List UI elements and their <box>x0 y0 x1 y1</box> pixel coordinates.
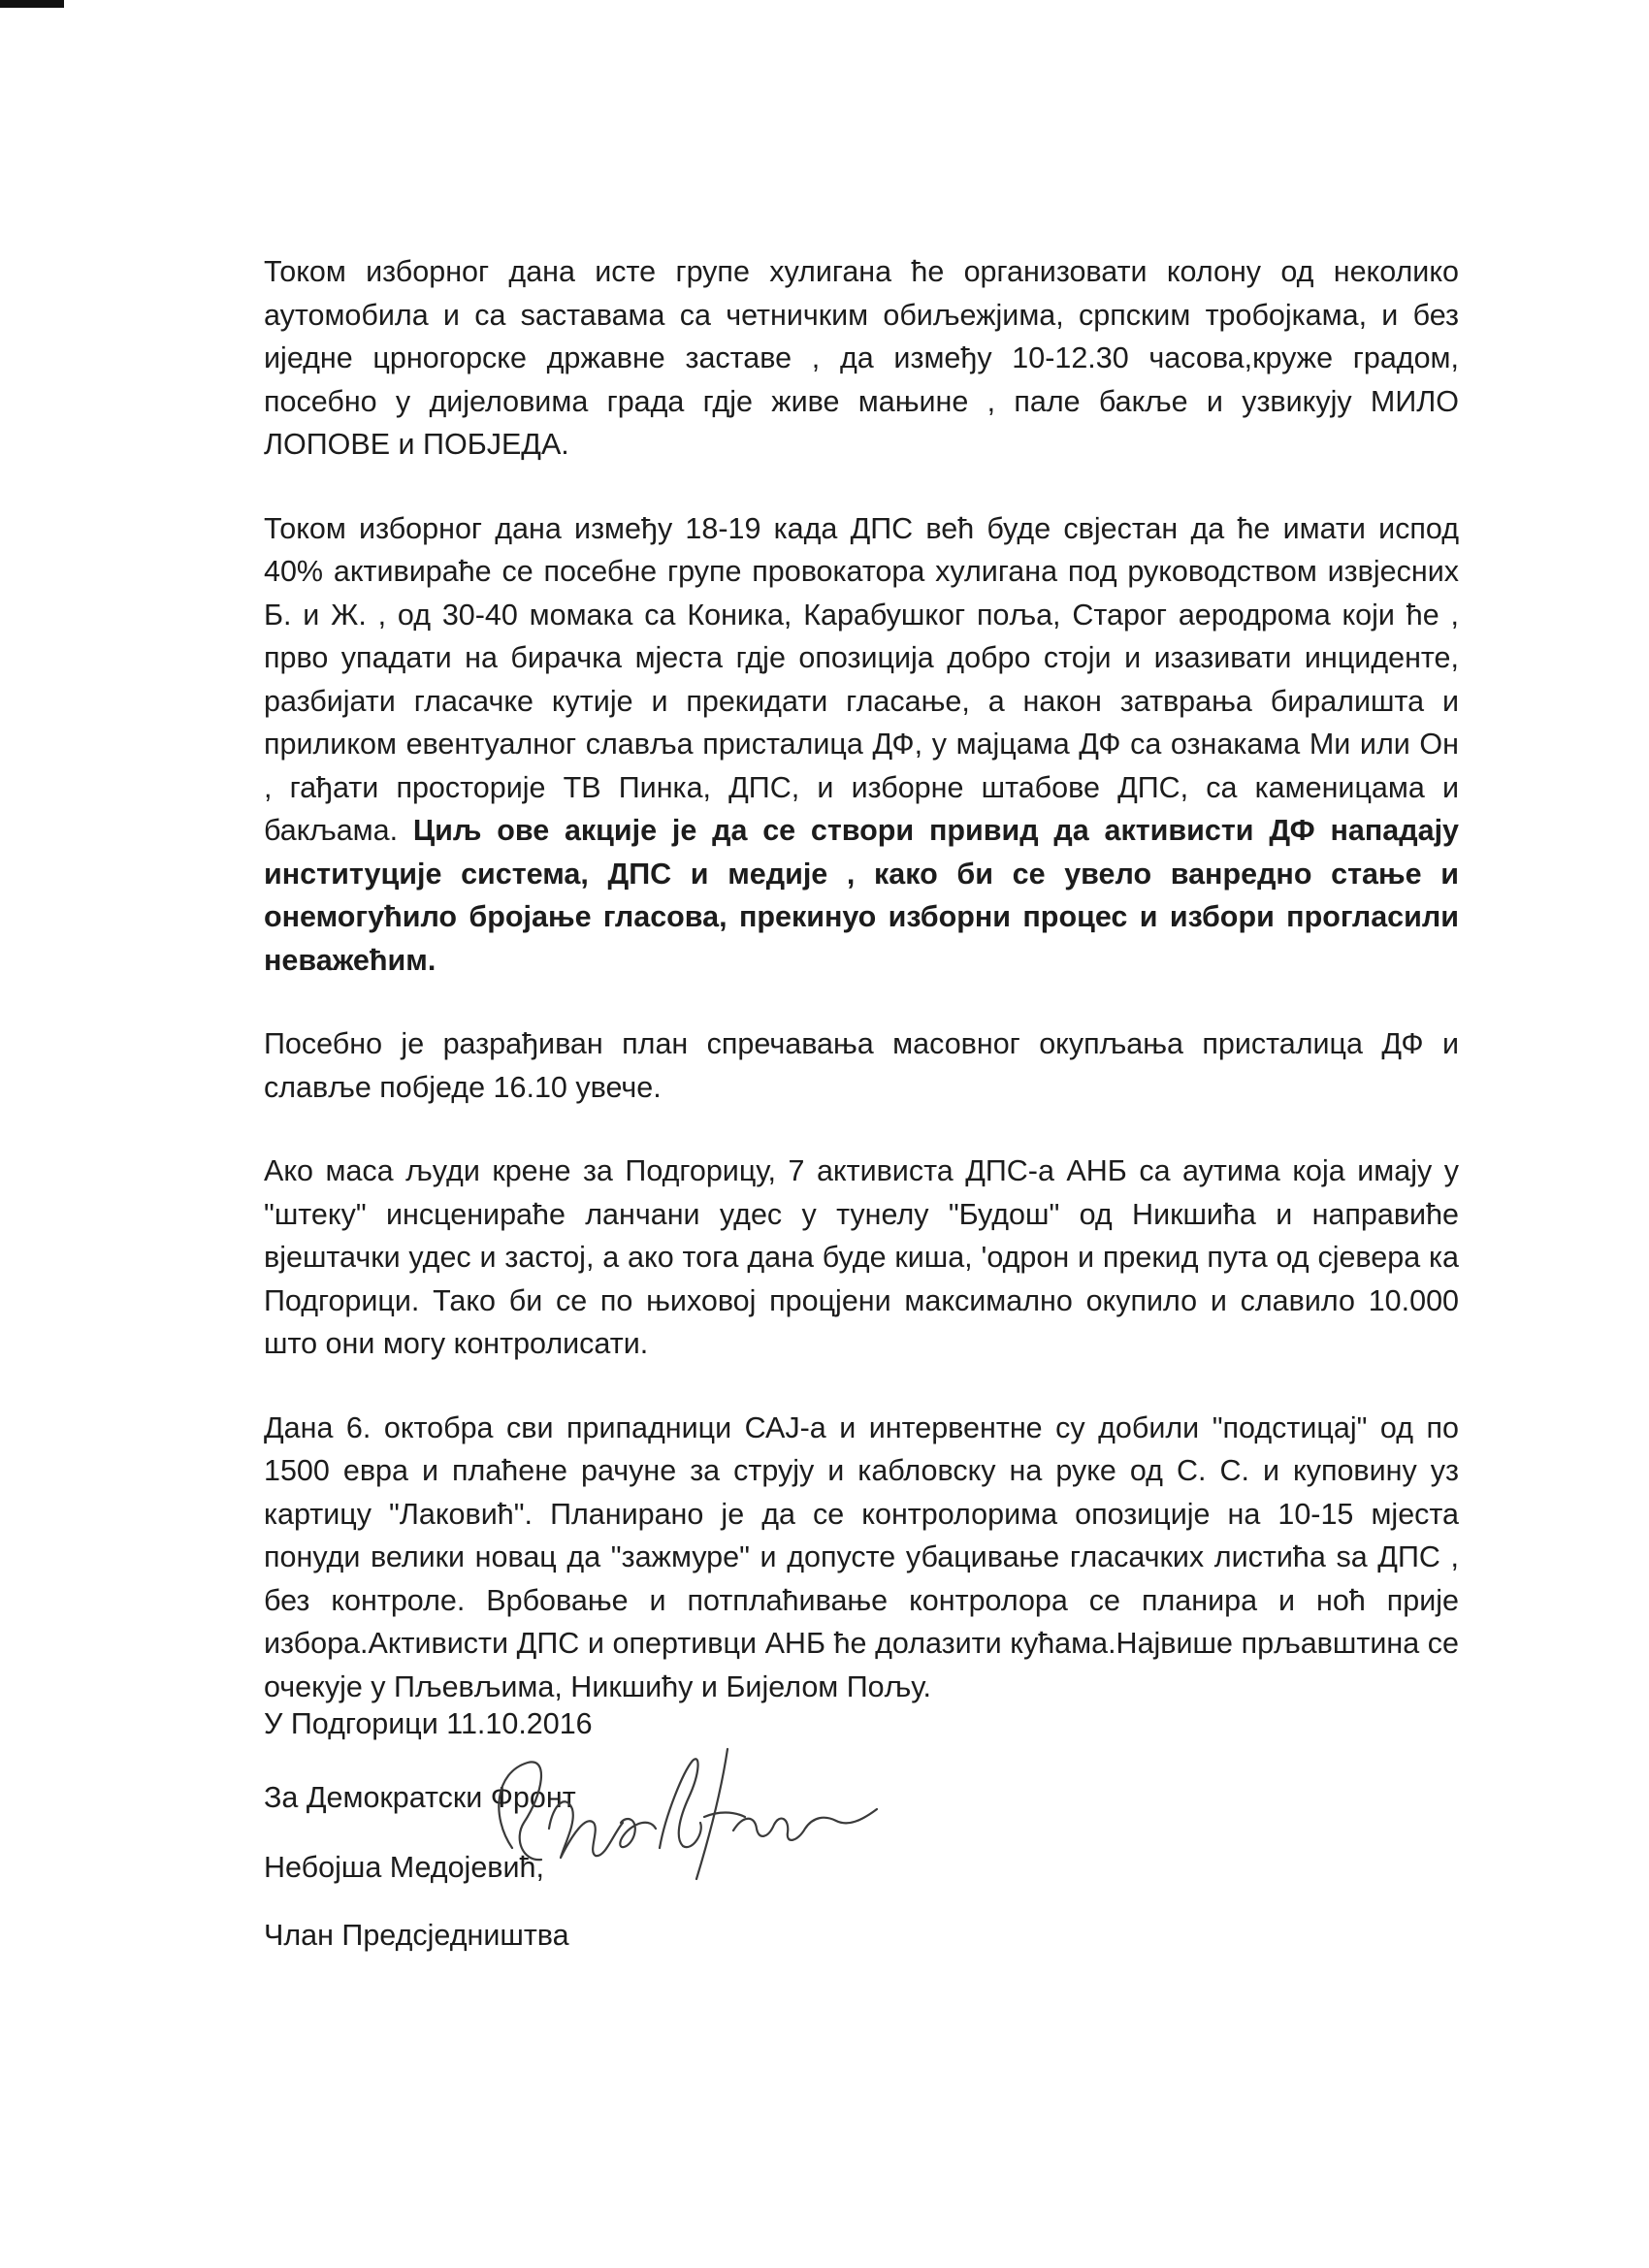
paragraph-election-day-convoy <box>264 250 1459 467</box>
paragraph-bribes-and-controllers <box>264 1407 1459 1709</box>
scan-edge-mark <box>0 0 64 8</box>
signatory-role: Члан Предсједништва <box>264 1919 569 1952</box>
letter-body <box>264 250 1459 1749</box>
paragraph-provocateur-groups <box>264 507 1459 983</box>
place-and-date: У Подгорици 11.10.2016 <box>264 1707 593 1740</box>
paragraph-2-bold-text: Циљ ове акције је да се створи привид да активисти ДФ нападају институције система, ДПС и медије , како би се увело ванредно стање и онемогућило бројање гласова, прекинуо изборни процес и избори прогласили неважећим. <box>264 814 1459 977</box>
paragraph-4-text: Ако маса људи крене за Подгорицу, 7 активиста ДПС-а АНБ са аутима која имају у "штеку" инсценираће ланчани удес у тунелу "Будош" од Никшића и направиће вјештачки удес и застој, а ако тога дана буде киша, 'одрон и прекид пута од сјевера ка Подгорици. Тако би се по њиховој процјени максимално окупило и славило 10.000 што они могу контролисати. <box>264 1154 1459 1360</box>
paragraph-5-text: Дана 6. октобра сви припадници САЈ-а и интервентне су добили "подстицај" од по 1500 евра и плаћене рачуне за струју и кабловску на руке од С. С. и куповину уз картицу "Лаковић". Планирано је да се контролорима опозиције на 10-15 мјеста понуди велики новац да "зажмуре" и допусте убацивање гласачких листића sа ДПС , без контроле. Врбовање и потплаћивање контролора се планира и ноћ прије избора.Активисти ДПС и опертивци АНБ ће долазити кућама.Највише прљавштина се очекује у Пљевљима, Никшићу и Бијелом Пољу. <box>264 1410 1459 1703</box>
paragraph-tunnel-incident <box>264 1150 1459 1366</box>
paragraph-1-text: Током изборног дана исте групе хулигана ће организовати колону од неколико аутомобила и са sаставама са четничким обиљежјима, српским тробојкама, и без иједне црногорске државне заставе , да између 10-12.30 часова,круже градом, посебно у дијеловима града гдје живе мањине , пале бакље и узвикују МИЛО ЛОПОВЕ и ПОБЈЕДА. <box>264 255 1459 461</box>
paragraph-3-text: Посебно је разрађиван план спречавања масовног окупљања присталица ДФ и славље побједе 16.10 увече. <box>264 1027 1459 1104</box>
paragraph-2-text: Током изборног дана између 18-19 када ДПС већ буде свјестан да ће имати испод 40% активираће се посебне групе провокатора хулигана под руководством извјесних Б. и Ж. , од 30-40 момака са Коника, Карабушког поља, Старог аеродрома који ће , прво упадати на бирачка мјеста гдје опозиција добро стоји и изазивати инциденте, разбијати гласачке кутије и прекидати гласање, а након затврања биралишта и приликом евентуалног славља присталица ДФ, у мајцама ДФ са ознакама Ми или Он , гађати просторије ТВ Пинка, ДПС, и изборне штабове ДПС, са каменицама и бакљама. <box>264 511 1459 847</box>
organization-line: За Демократски Фронт <box>264 1781 576 1814</box>
paragraph-gathering-plan <box>264 1022 1459 1109</box>
signatory-name: Небојша Медојевић, <box>264 1851 544 1884</box>
handwritten-signature-image <box>485 1733 892 1889</box>
